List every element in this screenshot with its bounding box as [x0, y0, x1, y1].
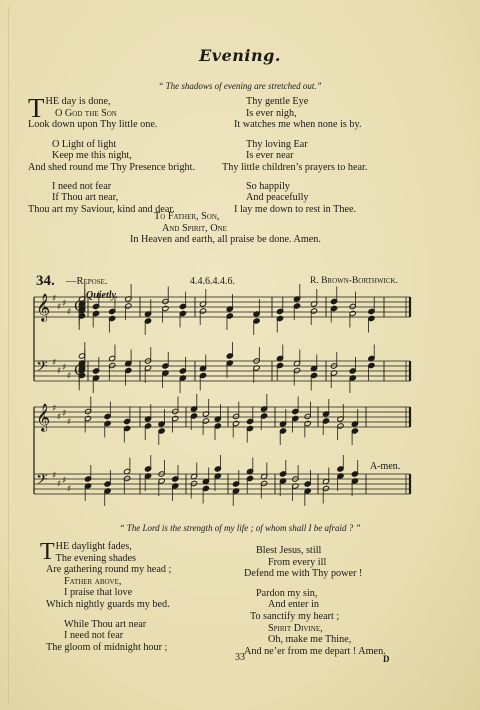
amen-label: A-men. [370, 461, 401, 472]
sharp-icon: ♯ [52, 471, 57, 481]
verse-line: Father above, [64, 575, 122, 587]
sharp-icon: ♯ [67, 371, 72, 382]
verse-line: I lay me down to rest in Thee. [234, 203, 357, 215]
common-time-icon: C [74, 363, 85, 379]
verse-line: It watches me when none is by. [234, 119, 362, 131]
verse-line: Is ever near [246, 150, 294, 162]
bass-clef-icon: 𝄢 [36, 471, 48, 492]
verse-line: And Spirit, One [162, 222, 227, 234]
verse-line: I praise that love [64, 587, 133, 599]
page-number: 33 [235, 652, 245, 663]
verse-line: Pardon my sin, [256, 587, 318, 599]
verse-line: O Light of light [52, 138, 117, 150]
verse-line: Oh, make me Thine, [268, 634, 352, 646]
verse-line: Defend me with Thy power ! [244, 568, 363, 580]
verse-line: Thou art my Saviour, kind and dear. [28, 203, 175, 215]
hymn2-left-column [40, 541, 171, 660]
verse-line: Are gathering round my head ; [46, 564, 172, 576]
verse-line: If Thou art near, [52, 192, 119, 204]
verse-line: While Thou art near [64, 618, 147, 630]
dropcap: T [40, 539, 55, 565]
verse-line: To Father, Son, [154, 211, 220, 222]
verse-line: Thy loving Ear [246, 138, 308, 150]
verse-line: In Heaven and earth, all praise be done. Amen. [130, 234, 321, 246]
verse-line: Thy little children’s prayers to hear. [222, 161, 368, 173]
signature-mark: D [383, 654, 390, 664]
sharp-icon: ♯ [52, 358, 57, 368]
tune-composer: R. Brown-Borthwick. [310, 276, 398, 286]
verse-line: And enter in [268, 599, 319, 611]
hymn2-stanza-4 [244, 588, 386, 658]
sharp-icon: ♯ [57, 366, 62, 377]
verse-line: Blest Jesus, still [256, 545, 322, 556]
verse-line: Thy gentle Eye [246, 96, 309, 107]
treble-clef-icon: 𝄞 [36, 403, 51, 431]
tune-name: —Repose. [66, 276, 108, 287]
sharp-icon: ♯ [67, 484, 72, 495]
sharp-icon: ♯ [62, 476, 67, 486]
bass-clef-icon: 𝄢 [36, 358, 48, 379]
sharp-icon: ♯ [57, 412, 62, 423]
hymn2-stanza-1 [40, 541, 171, 611]
sharp-icon: ♯ [57, 302, 62, 313]
sharp-icon: ♯ [62, 409, 67, 419]
verse-line: Keep me this night, [52, 150, 132, 162]
sharp-icon: ♯ [52, 294, 57, 304]
verse-line: And ne’er from me depart ! Amen. [244, 645, 386, 657]
tune-number: 34. [36, 273, 55, 289]
verse-line: HE daylight fades, [55, 541, 132, 552]
verse-line: Which nightly guards my bed. [46, 598, 170, 610]
hymn-title: Evening. [199, 46, 281, 65]
hymn2-right-column [244, 545, 386, 664]
verse-line: Is ever nigh, [246, 107, 297, 119]
verse-line: I need not fear [52, 180, 112, 192]
sharp-icon: ♯ [62, 363, 67, 373]
verse-line: And shed round me Thy Presence bright. [28, 161, 196, 173]
sharp-icon: ♯ [67, 307, 72, 318]
verse-line: O God the Son [55, 107, 117, 119]
epigraph-bottom: “ The Lord is the strength of my life ; of whom shall I be afraid ? ” [119, 523, 361, 533]
verse-line: HE day is done, [45, 96, 111, 107]
tempo-marking: Quietly. [86, 290, 119, 301]
verse-line: Look down upon Thy little one. [28, 119, 158, 131]
epigraph-top: “ The shadows of evening are stretched out.” [158, 81, 322, 91]
verse-line: I need not fear [64, 630, 124, 642]
sharp-icon: ♯ [52, 404, 57, 414]
hymn2-stanza-2 [40, 619, 171, 654]
sharp-icon: ♯ [62, 299, 67, 309]
sharp-icon: ♯ [67, 417, 72, 428]
dropcap: T [28, 93, 45, 123]
common-time-icon: C [74, 299, 85, 315]
verse-line: And peacefully [246, 192, 309, 204]
tune-meter: 4.4.6.4.4.6. [190, 276, 235, 287]
treble-clef-icon: 𝄞 [36, 293, 51, 321]
verse-line: So happily [246, 180, 290, 192]
verse-line: The gloom of midnight hour ; [46, 641, 168, 653]
hymn2-stanza-3 [244, 545, 386, 580]
verse-line: From every ill [268, 556, 327, 568]
verse-line: Spirit Divine, [268, 622, 323, 634]
verse-line: To sanctify my heart ; [250, 610, 340, 622]
verse-line: The evening shades [55, 552, 137, 564]
sharp-icon: ♯ [57, 479, 62, 490]
